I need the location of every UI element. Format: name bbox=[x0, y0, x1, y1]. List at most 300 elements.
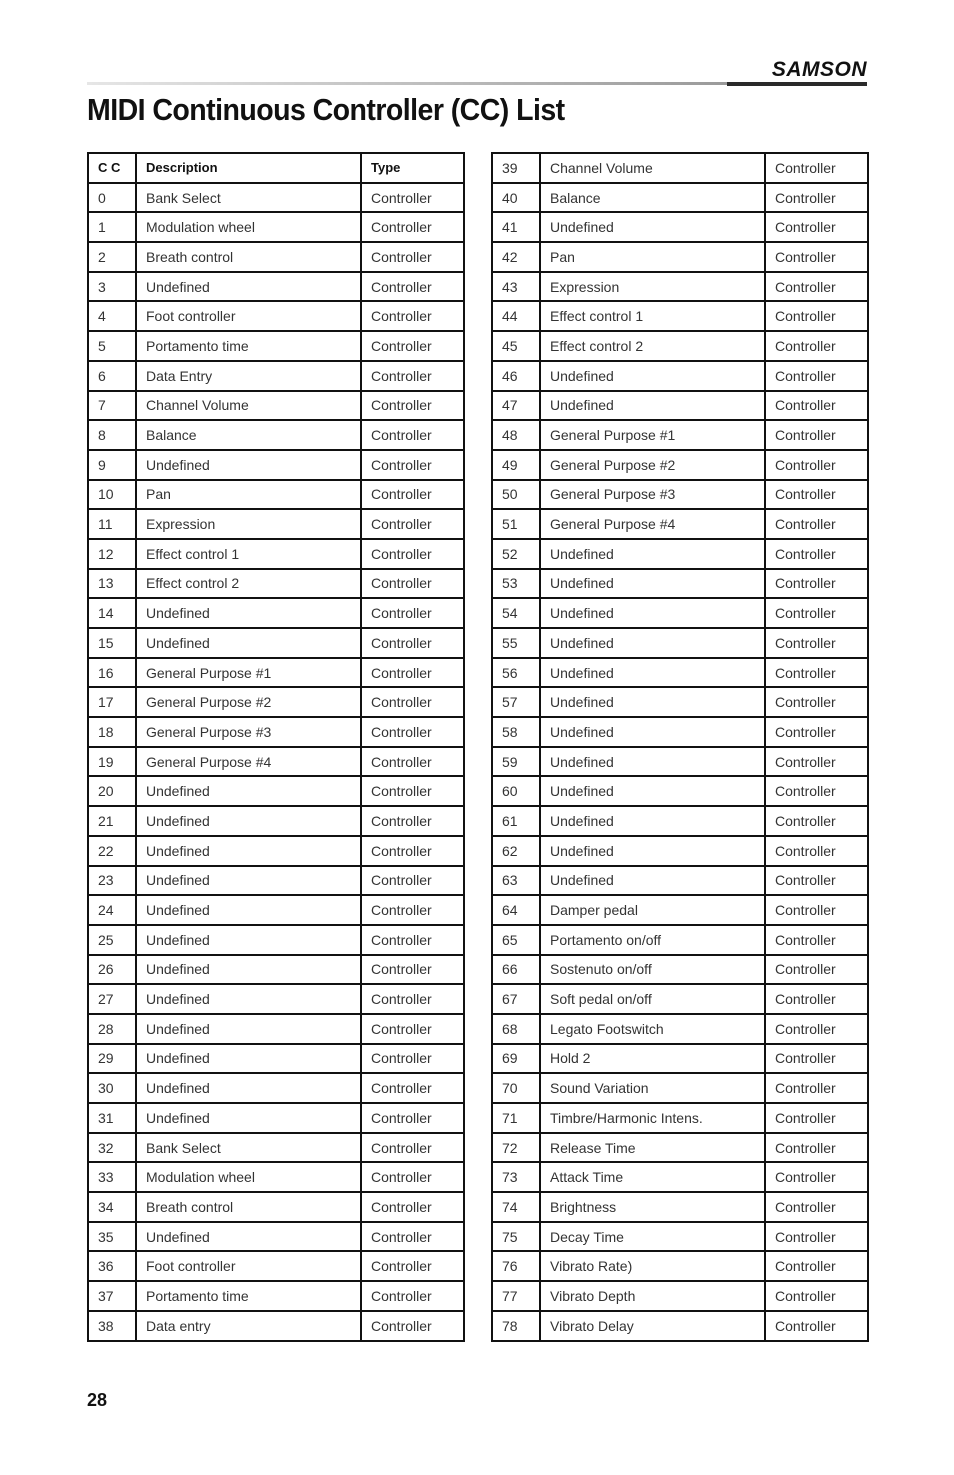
cell-description: Undefined bbox=[540, 717, 765, 747]
table-row bbox=[492, 242, 868, 272]
cell-cc-number: 54 bbox=[492, 598, 540, 628]
cell-type: Controller bbox=[765, 628, 868, 658]
cell-cc-number: 11 bbox=[88, 509, 136, 539]
cell-type: Controller bbox=[361, 628, 464, 658]
cell-cc-number: 60 bbox=[492, 776, 540, 806]
cell-cc-number: 33 bbox=[88, 1162, 136, 1192]
cell-description: Portamento on/off bbox=[540, 925, 765, 955]
table-row bbox=[492, 361, 868, 391]
cell-type: Controller bbox=[361, 1222, 464, 1252]
table-row bbox=[492, 1073, 868, 1103]
cell-type: Controller bbox=[765, 687, 868, 717]
cell-description: General Purpose #3 bbox=[136, 717, 361, 747]
cell-cc-number: 48 bbox=[492, 420, 540, 450]
cell-cc-number: 75 bbox=[492, 1222, 540, 1252]
cell-cc-number: 20 bbox=[88, 776, 136, 806]
cell-cc-number: 14 bbox=[88, 598, 136, 628]
table-row bbox=[88, 569, 464, 599]
cell-cc-number: 10 bbox=[88, 480, 136, 510]
cell-description: Expression bbox=[540, 272, 765, 302]
cell-description: Pan bbox=[136, 480, 361, 510]
cell-description: Modulation wheel bbox=[136, 212, 361, 242]
cell-type: Controller bbox=[765, 717, 868, 747]
cell-description: Undefined bbox=[136, 1073, 361, 1103]
cell-type: Controller bbox=[361, 569, 464, 599]
cell-type: Controller bbox=[361, 687, 464, 717]
cell-description: Attack Time bbox=[540, 1162, 765, 1192]
cell-cc-number: 15 bbox=[88, 628, 136, 658]
cell-description: Undefined bbox=[540, 806, 765, 836]
cell-type: Controller bbox=[361, 1103, 464, 1133]
cell-cc-number: 50 bbox=[492, 480, 540, 510]
cell-description: Expression bbox=[136, 509, 361, 539]
cell-cc-number: 2 bbox=[88, 242, 136, 272]
cell-cc-number: 27 bbox=[88, 984, 136, 1014]
cell-cc-number: 43 bbox=[492, 272, 540, 302]
cell-description: Bank Select bbox=[136, 183, 361, 213]
cell-description: Portamento time bbox=[136, 331, 361, 361]
table-row bbox=[492, 1281, 868, 1311]
cell-type: Controller bbox=[765, 301, 868, 331]
cell-cc-number: 73 bbox=[492, 1162, 540, 1192]
table-row bbox=[492, 687, 868, 717]
cell-cc-number: 74 bbox=[492, 1192, 540, 1222]
cell-description: Channel Volume bbox=[136, 391, 361, 421]
cell-description: Undefined bbox=[136, 1044, 361, 1074]
cell-type: Controller bbox=[765, 955, 868, 985]
table-row bbox=[88, 628, 464, 658]
cell-description: Undefined bbox=[136, 272, 361, 302]
table-row bbox=[492, 183, 868, 213]
page-title: MIDI Continuous Controller (CC) List bbox=[87, 92, 565, 127]
cell-cc-number: 42 bbox=[492, 242, 540, 272]
cell-description: Undefined bbox=[136, 450, 361, 480]
table-row bbox=[88, 361, 464, 391]
cell-description: Undefined bbox=[136, 1014, 361, 1044]
cell-description: Effect control 2 bbox=[136, 569, 361, 599]
cell-description: Channel Volume bbox=[540, 153, 765, 183]
cell-type: Controller bbox=[765, 1222, 868, 1252]
table-row bbox=[88, 242, 464, 272]
cell-cc-number: 49 bbox=[492, 450, 540, 480]
cell-description: Undefined bbox=[540, 598, 765, 628]
table-row bbox=[88, 984, 464, 1014]
cell-description: Undefined bbox=[540, 212, 765, 242]
table-row bbox=[492, 509, 868, 539]
cell-description: Effect control 1 bbox=[136, 539, 361, 569]
cell-type: Controller bbox=[765, 747, 868, 777]
cell-type: Controller bbox=[765, 361, 868, 391]
cell-description: Undefined bbox=[540, 539, 765, 569]
cell-cc-number: 59 bbox=[492, 747, 540, 777]
table-row bbox=[492, 628, 868, 658]
table-row bbox=[492, 420, 868, 450]
cell-cc-number: 23 bbox=[88, 866, 136, 896]
cell-cc-number: 0 bbox=[88, 183, 136, 213]
cell-type: Controller bbox=[361, 272, 464, 302]
table-row bbox=[88, 836, 464, 866]
cell-description: Undefined bbox=[540, 628, 765, 658]
cell-type: Controller bbox=[361, 450, 464, 480]
table-row bbox=[492, 153, 868, 183]
cell-cc-number: 9 bbox=[88, 450, 136, 480]
cell-description: Foot controller bbox=[136, 1251, 361, 1281]
cell-cc-number: 76 bbox=[492, 1251, 540, 1281]
cell-type: Controller bbox=[361, 480, 464, 510]
table-row bbox=[88, 539, 464, 569]
table-row bbox=[492, 272, 868, 302]
cell-cc-number: 17 bbox=[88, 687, 136, 717]
cell-type: Controller bbox=[361, 1073, 464, 1103]
cell-cc-number: 12 bbox=[88, 539, 136, 569]
cell-cc-number: 16 bbox=[88, 658, 136, 688]
table-row bbox=[88, 658, 464, 688]
cell-type: Controller bbox=[765, 1014, 868, 1044]
cell-type: Controller bbox=[765, 331, 868, 361]
cell-cc-number: 25 bbox=[88, 925, 136, 955]
cell-type: Controller bbox=[765, 242, 868, 272]
cell-type: Controller bbox=[361, 747, 464, 777]
cc-table-right bbox=[491, 152, 869, 1342]
table-row bbox=[88, 895, 464, 925]
cell-description: Data Entry bbox=[136, 361, 361, 391]
table-row bbox=[492, 1133, 868, 1163]
cell-cc-number: 3 bbox=[88, 272, 136, 302]
cell-description: Breath control bbox=[136, 1192, 361, 1222]
table-row bbox=[492, 212, 868, 242]
table-row bbox=[88, 598, 464, 628]
cell-cc-number: 68 bbox=[492, 1014, 540, 1044]
cell-cc-number: 34 bbox=[88, 1192, 136, 1222]
cell-type: Controller bbox=[765, 866, 868, 896]
cell-type: Controller bbox=[361, 242, 464, 272]
cell-cc-number: 8 bbox=[88, 420, 136, 450]
cell-type: Controller bbox=[361, 717, 464, 747]
cell-description: Vibrato Depth bbox=[540, 1281, 765, 1311]
cell-description: Timbre/Harmonic Intens. bbox=[540, 1103, 765, 1133]
cell-cc-number: 51 bbox=[492, 509, 540, 539]
table-row bbox=[492, 569, 868, 599]
cell-description: Legato Footswitch bbox=[540, 1014, 765, 1044]
cell-type: Controller bbox=[361, 895, 464, 925]
cell-cc-number: 30 bbox=[88, 1073, 136, 1103]
cell-description: Bank Select bbox=[136, 1133, 361, 1163]
table-row bbox=[492, 539, 868, 569]
cell-cc-number: 32 bbox=[88, 1133, 136, 1163]
cell-type: Controller bbox=[361, 984, 464, 1014]
page-number: 28 bbox=[87, 1390, 108, 1410]
cell-description: General Purpose #2 bbox=[136, 687, 361, 717]
cell-description: Modulation wheel bbox=[136, 1162, 361, 1192]
cell-cc-number: 31 bbox=[88, 1103, 136, 1133]
cell-description: Undefined bbox=[540, 836, 765, 866]
cell-cc-number: 6 bbox=[88, 361, 136, 391]
cell-description: Undefined bbox=[540, 747, 765, 777]
cell-description: Undefined bbox=[136, 866, 361, 896]
cell-cc-number: 36 bbox=[88, 1251, 136, 1281]
cell-type: Controller bbox=[361, 420, 464, 450]
cell-cc-number: 56 bbox=[492, 658, 540, 688]
cell-description: Sostenuto on/off bbox=[540, 955, 765, 985]
table-row bbox=[88, 717, 464, 747]
header-rule bbox=[87, 82, 867, 87]
table-row bbox=[492, 1162, 868, 1192]
header-rule-dark bbox=[727, 82, 867, 86]
cell-type: Controller bbox=[361, 331, 464, 361]
table-row bbox=[492, 747, 868, 777]
cell-description: General Purpose #4 bbox=[136, 747, 361, 777]
cell-cc-number: 78 bbox=[492, 1311, 540, 1341]
cell-cc-number: 62 bbox=[492, 836, 540, 866]
cell-type: Controller bbox=[361, 509, 464, 539]
cell-type: Controller bbox=[361, 776, 464, 806]
cell-cc-number: 41 bbox=[492, 212, 540, 242]
cell-cc-number: 19 bbox=[88, 747, 136, 777]
table-row bbox=[492, 598, 868, 628]
cell-description: Undefined bbox=[540, 687, 765, 717]
cell-description: Undefined bbox=[136, 598, 361, 628]
table-row bbox=[88, 509, 464, 539]
table-row bbox=[492, 806, 868, 836]
cell-description: Effect control 1 bbox=[540, 301, 765, 331]
cell-type: Controller bbox=[361, 658, 464, 688]
cell-cc-number: 18 bbox=[88, 717, 136, 747]
cell-description: Undefined bbox=[540, 776, 765, 806]
table-row bbox=[88, 1073, 464, 1103]
cell-description: Undefined bbox=[136, 836, 361, 866]
table-row bbox=[492, 1311, 868, 1341]
table-row bbox=[88, 1103, 464, 1133]
cell-type: Controller bbox=[765, 1162, 868, 1192]
table-row bbox=[88, 420, 464, 450]
cell-description: Soft pedal on/off bbox=[540, 984, 765, 1014]
cell-type: Controller bbox=[361, 1162, 464, 1192]
cell-type: Controller bbox=[765, 1281, 868, 1311]
cell-cc-number: 44 bbox=[492, 301, 540, 331]
table-row bbox=[492, 658, 868, 688]
cell-cc-number: 35 bbox=[88, 1222, 136, 1252]
cell-description: General Purpose #1 bbox=[136, 658, 361, 688]
cell-type: Controller bbox=[765, 1103, 868, 1133]
cell-cc-number: 28 bbox=[88, 1014, 136, 1044]
cell-type: Controller bbox=[361, 1014, 464, 1044]
cell-description: General Purpose #2 bbox=[540, 450, 765, 480]
table-row bbox=[88, 301, 464, 331]
table-row bbox=[492, 925, 868, 955]
cell-type: Controller bbox=[361, 301, 464, 331]
cell-cc-number: 61 bbox=[492, 806, 540, 836]
cell-type: Controller bbox=[765, 1133, 868, 1163]
table-row bbox=[492, 1192, 868, 1222]
table-row bbox=[88, 776, 464, 806]
cell-description: Undefined bbox=[136, 1222, 361, 1252]
cell-cc-number: 5 bbox=[88, 331, 136, 361]
cell-cc-number: 26 bbox=[88, 955, 136, 985]
cell-type: Controller bbox=[765, 569, 868, 599]
cell-type: Controller bbox=[765, 183, 868, 213]
cell-description: Data entry bbox=[136, 1311, 361, 1341]
cell-cc-number: 45 bbox=[492, 331, 540, 361]
cell-type: Controller bbox=[361, 955, 464, 985]
cell-cc-number: 37 bbox=[88, 1281, 136, 1311]
cell-type: Controller bbox=[765, 480, 868, 510]
cell-cc-number: 53 bbox=[492, 569, 540, 599]
cell-cc-number: 72 bbox=[492, 1133, 540, 1163]
table-row bbox=[492, 866, 868, 896]
cell-type: Controller bbox=[765, 539, 868, 569]
cell-cc-number: 67 bbox=[492, 984, 540, 1014]
cell-description: Undefined bbox=[540, 569, 765, 599]
cell-description: Undefined bbox=[540, 391, 765, 421]
table-row bbox=[88, 747, 464, 777]
cell-cc-number: 7 bbox=[88, 391, 136, 421]
table-row bbox=[492, 836, 868, 866]
cell-cc-number: 38 bbox=[88, 1311, 136, 1341]
cell-type: Controller bbox=[361, 1044, 464, 1074]
table-row bbox=[88, 925, 464, 955]
cell-cc-number: 70 bbox=[492, 1073, 540, 1103]
cell-type: Controller bbox=[361, 598, 464, 628]
cell-cc-number: 63 bbox=[492, 866, 540, 896]
cell-type: Controller bbox=[765, 1073, 868, 1103]
cell-type: Controller bbox=[361, 183, 464, 213]
cell-type: Controller bbox=[775, 1317, 836, 1334]
table-row bbox=[492, 1222, 868, 1252]
table-row bbox=[88, 1251, 464, 1281]
cell-description: Breath control bbox=[136, 242, 361, 272]
cell-description: Damper pedal bbox=[540, 895, 765, 925]
cell-type: Controller bbox=[765, 153, 868, 183]
table-row bbox=[88, 1311, 464, 1341]
cell-description: Sound Variation bbox=[540, 1073, 765, 1103]
cell-type: Controller bbox=[361, 391, 464, 421]
cell-description: Undefined bbox=[136, 1103, 361, 1133]
cell-type: Controller bbox=[765, 212, 868, 242]
cell-description: Vibrato Rate) bbox=[540, 1251, 765, 1281]
cell-type: Controller bbox=[361, 866, 464, 896]
table-row bbox=[492, 1044, 868, 1074]
table-row bbox=[88, 1162, 464, 1192]
samson-logo: SAMSON bbox=[771, 58, 867, 81]
table-row bbox=[88, 1014, 464, 1044]
table-row bbox=[88, 183, 464, 213]
cell-type: Controller bbox=[765, 1251, 868, 1281]
table-row bbox=[492, 1014, 868, 1044]
cell-description: Decay Time bbox=[540, 1222, 765, 1252]
cell-cc-number: 65 bbox=[492, 925, 540, 955]
cell-cc-number: 66 bbox=[492, 955, 540, 985]
cell-cc-number: 22 bbox=[88, 836, 136, 866]
cell-description: General Purpose #4 bbox=[540, 509, 765, 539]
cell-cc-number: 58 bbox=[492, 717, 540, 747]
table-row bbox=[492, 717, 868, 747]
cell-description: Balance bbox=[540, 183, 765, 213]
cell-description: Balance bbox=[136, 420, 361, 450]
cell-description: Undefined bbox=[136, 895, 361, 925]
cc-table-left-body bbox=[88, 183, 464, 1341]
cell-cc-number: 13 bbox=[88, 569, 136, 599]
cell-description: Vibrato Delay bbox=[540, 1311, 765, 1341]
cell-type: Controller bbox=[361, 806, 464, 836]
table-row bbox=[88, 1281, 464, 1311]
cell-cc-number: 39 bbox=[492, 153, 540, 183]
table-row bbox=[492, 391, 868, 421]
table-row bbox=[492, 1251, 868, 1281]
cell-type: Controller bbox=[765, 1044, 868, 1074]
table-row bbox=[88, 687, 464, 717]
table-header-row bbox=[88, 153, 464, 183]
cell-description: Undefined bbox=[136, 776, 361, 806]
table-row bbox=[88, 866, 464, 896]
cell-cc-number: 29 bbox=[88, 1044, 136, 1074]
cell-description: Pan bbox=[540, 242, 765, 272]
table-row bbox=[492, 301, 868, 331]
cell-type: Controller bbox=[765, 272, 868, 302]
cc-table-right-body bbox=[492, 153, 868, 1341]
table-row bbox=[492, 450, 868, 480]
header-type: Type bbox=[361, 153, 464, 183]
cell-description: Undefined bbox=[136, 628, 361, 658]
cell-type: Controller bbox=[765, 420, 868, 450]
table-row bbox=[492, 776, 868, 806]
header-cc: C C bbox=[88, 153, 136, 183]
header-rule-gradient bbox=[87, 82, 727, 85]
cell-type: Controller bbox=[361, 1251, 464, 1281]
cell-type: Controller bbox=[765, 895, 868, 925]
cell-type: Controller bbox=[765, 836, 868, 866]
table-row bbox=[492, 1103, 868, 1133]
cc-table-left bbox=[87, 152, 465, 1342]
table-row bbox=[492, 480, 868, 510]
cell-description: Undefined bbox=[540, 866, 765, 896]
cell-description: Effect control 2 bbox=[540, 331, 765, 361]
table-row bbox=[88, 1192, 464, 1222]
cell-type: Controller bbox=[765, 806, 868, 836]
table-row bbox=[88, 450, 464, 480]
cell-type: Controller bbox=[361, 539, 464, 569]
cell-cc-number: 69 bbox=[492, 1044, 540, 1074]
cell-cc-number: 21 bbox=[88, 806, 136, 836]
cell-cc-number: 52 bbox=[492, 539, 540, 569]
cell-description: Release Time bbox=[540, 1133, 765, 1163]
cell-type: Controller bbox=[361, 1133, 464, 1163]
cell-cc-number: 46 bbox=[492, 361, 540, 391]
cell-type: Controller bbox=[765, 984, 868, 1014]
cell-cc-number: 47 bbox=[492, 391, 540, 421]
cell-description: Undefined bbox=[540, 658, 765, 688]
cell-type: Controller bbox=[361, 1192, 464, 1222]
header-description: Description bbox=[136, 153, 361, 183]
cell-type: Controller bbox=[371, 1317, 432, 1334]
cell-cc-number: 4 bbox=[88, 301, 136, 331]
cell-description: Brightness bbox=[540, 1192, 765, 1222]
cell-type: Controller bbox=[361, 361, 464, 391]
cell-description: Hold 2 bbox=[540, 1044, 765, 1074]
table-row bbox=[88, 806, 464, 836]
table-row bbox=[88, 331, 464, 361]
cell-cc-number: 24 bbox=[88, 895, 136, 925]
cell-cc-number: 40 bbox=[492, 183, 540, 213]
cell-type: Controller bbox=[361, 836, 464, 866]
table-row bbox=[88, 391, 464, 421]
cell-description: General Purpose #3 bbox=[540, 480, 765, 510]
table-row bbox=[492, 895, 868, 925]
cell-description: Undefined bbox=[540, 361, 765, 391]
cell-type: Controller bbox=[765, 1192, 868, 1222]
cell-cc-number: 55 bbox=[492, 628, 540, 658]
cell-description: Portamento time bbox=[136, 1281, 361, 1311]
cell-cc-number: 57 bbox=[492, 687, 540, 717]
